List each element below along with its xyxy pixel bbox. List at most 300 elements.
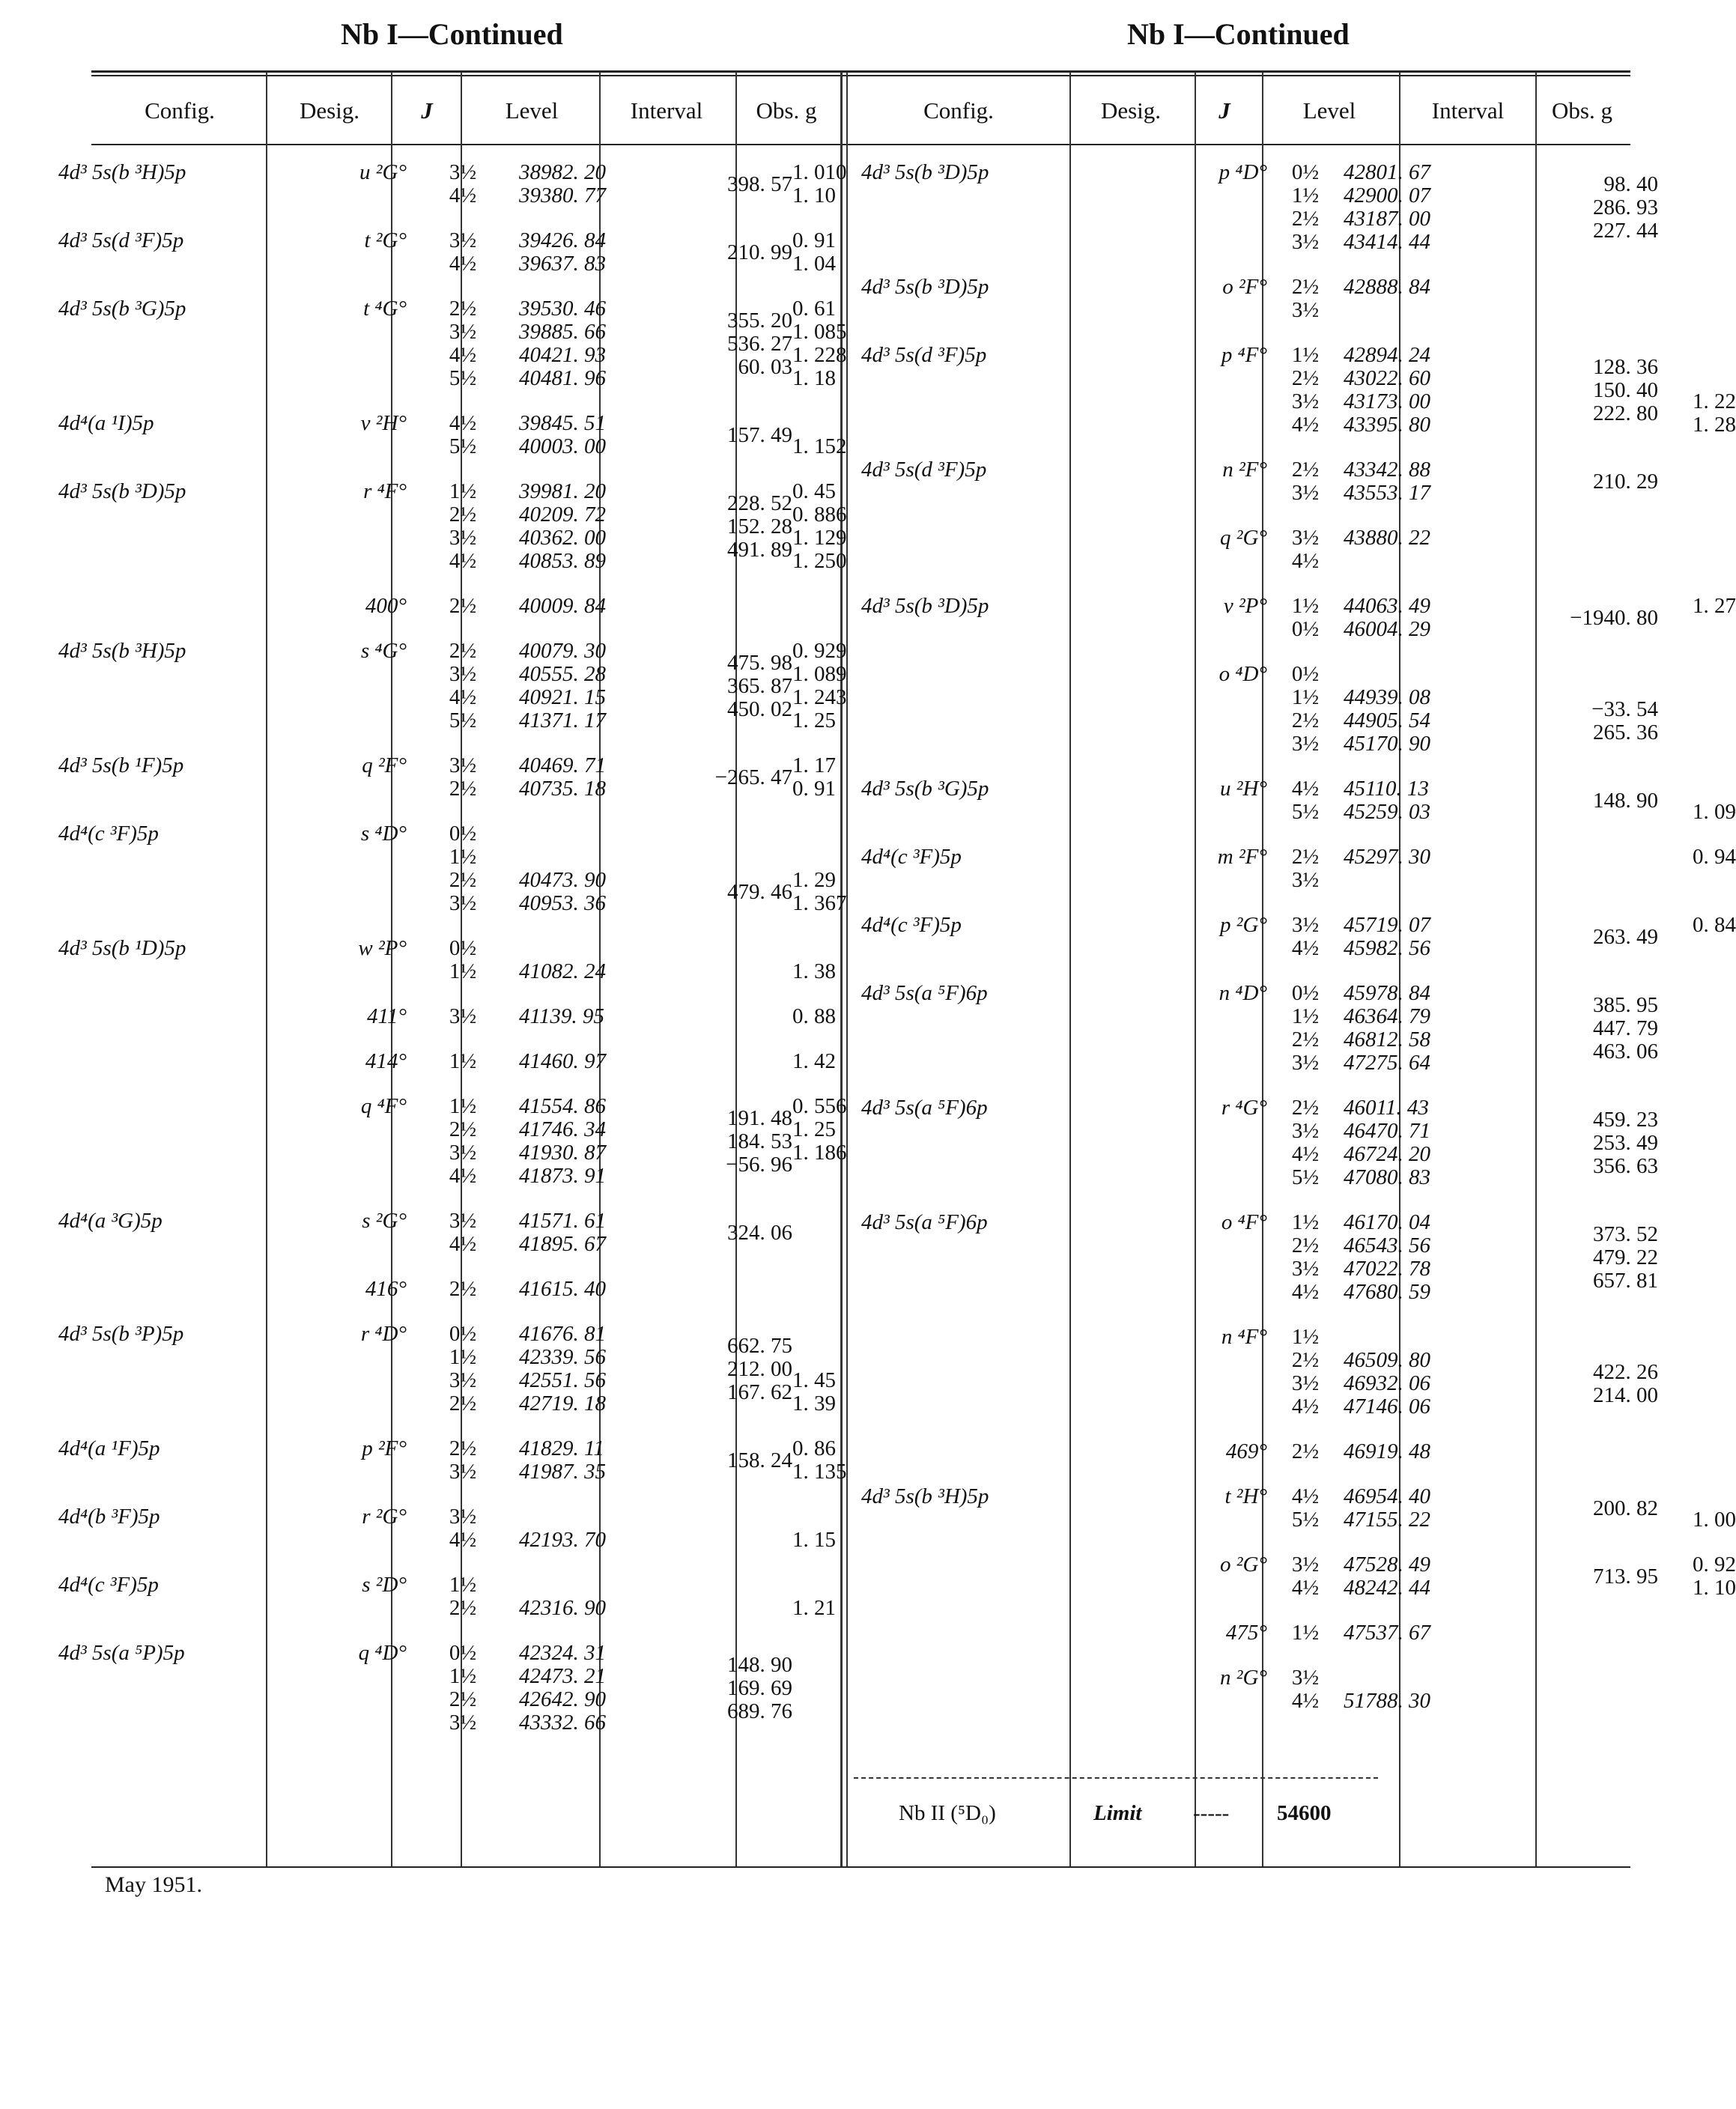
j-values bbox=[407, 937, 519, 983]
j-value-line: 1½ bbox=[1291, 1210, 1320, 1234]
interval-values bbox=[658, 412, 792, 447]
obs-g-value-line: 1. 10 bbox=[1693, 1576, 1736, 1600]
designation-cell-line: q ⁴F° bbox=[360, 1094, 407, 1118]
j-values bbox=[407, 1050, 519, 1073]
j-value-line: 3½ bbox=[449, 1505, 477, 1529]
designation-cell bbox=[276, 1210, 407, 1233]
interval-value-line: 355. 20 bbox=[727, 309, 792, 333]
interval-values bbox=[1482, 846, 1658, 858]
limit-level: 54600 bbox=[1277, 1801, 1332, 1825]
j-value-line: 3½ bbox=[1291, 526, 1320, 550]
level-value-line: 42719. 18 bbox=[519, 1392, 606, 1415]
interval-values bbox=[658, 1642, 792, 1723]
term-group bbox=[861, 663, 1736, 756]
level-values bbox=[519, 1005, 658, 1028]
j-value-line: 2½ bbox=[1291, 708, 1320, 732]
bottom-rule bbox=[91, 1866, 1630, 1868]
level-value-line: 46004. 29 bbox=[1344, 617, 1430, 641]
interval-value-line: −1940. 80 bbox=[1570, 606, 1658, 630]
level-value-line bbox=[1344, 299, 1482, 322]
interval-values bbox=[1482, 161, 1658, 243]
obs-g-values bbox=[1658, 595, 1736, 618]
interval-value-line: 148. 90 bbox=[1593, 789, 1658, 813]
interval-value-line bbox=[1482, 1338, 1658, 1361]
interval-value-line: 713. 95 bbox=[1593, 1565, 1658, 1588]
interval-values bbox=[658, 937, 792, 949]
obs-g-value-line: 1. 27 bbox=[1693, 594, 1736, 618]
interval-values bbox=[658, 1050, 792, 1062]
level-values bbox=[519, 1323, 658, 1415]
limit-config: Nb II (⁵D₀) bbox=[899, 1801, 996, 1825]
designation-cell bbox=[276, 1505, 407, 1529]
level-values bbox=[1344, 1096, 1482, 1189]
j-value-line: 3½ bbox=[1291, 1257, 1320, 1281]
j-value-line: 1½ bbox=[1291, 1004, 1320, 1028]
designation-cell bbox=[1084, 344, 1267, 367]
interval-values bbox=[658, 1323, 792, 1404]
j-values bbox=[1267, 1096, 1344, 1189]
designation-cell bbox=[276, 822, 407, 846]
config-cell bbox=[861, 1440, 1084, 1463]
j-value-line: 3½ bbox=[1291, 1666, 1320, 1690]
j-values bbox=[1267, 458, 1344, 505]
j-value-line: 3½ bbox=[1291, 230, 1320, 254]
page-header-left: Nb I—Continued bbox=[341, 17, 563, 51]
config-cell-line bbox=[861, 1440, 1084, 1463]
designation-cell-line: p ⁴F° bbox=[1221, 343, 1267, 367]
designation-cell-line: t ²H° bbox=[1224, 1484, 1267, 1508]
j-value-line: 1½ bbox=[449, 845, 477, 869]
level-value-line: 46170. 04 bbox=[1344, 1210, 1430, 1234]
config-cell-line: 4d³ 5s(b ³D)5p bbox=[861, 594, 989, 618]
level-values bbox=[1344, 161, 1482, 254]
designation-cell bbox=[1084, 458, 1267, 482]
obs-g-value-line: 1. 42 bbox=[792, 1049, 836, 1073]
level-values bbox=[1344, 1621, 1482, 1645]
term-group bbox=[58, 161, 897, 207]
config-cell bbox=[58, 822, 276, 846]
j-value-line: 1½ bbox=[1291, 1621, 1320, 1645]
designation-cell-line: 414° bbox=[365, 1049, 407, 1073]
level-value-line bbox=[519, 937, 658, 960]
term-group bbox=[58, 1005, 897, 1028]
interval-values bbox=[1482, 1485, 1658, 1520]
config-cell-line: 4d³ 5s(a ⁵F)6p bbox=[861, 1096, 988, 1120]
j-value-line: 3½ bbox=[1291, 1119, 1320, 1143]
obs-g-value-line: 1. 00 bbox=[1693, 1508, 1736, 1532]
interval-values bbox=[1482, 276, 1658, 288]
j-values bbox=[1267, 276, 1344, 322]
designation-cell-line: n ²G° bbox=[1220, 1666, 1267, 1690]
footer-date: May 1951. bbox=[105, 1872, 202, 1897]
designation-cell bbox=[1084, 777, 1267, 801]
j-value-line: 5½ bbox=[449, 708, 477, 732]
level-value-line: 47155. 22 bbox=[1344, 1508, 1430, 1532]
j-value-line: 4½ bbox=[1291, 1689, 1320, 1713]
j-value-line: 3½ bbox=[449, 320, 477, 344]
interval-value-line: 191. 48 bbox=[727, 1106, 792, 1130]
level-value-line: 41139. 95 bbox=[519, 1004, 604, 1028]
interval-value-line: 157. 49 bbox=[727, 423, 792, 447]
term-group bbox=[58, 595, 897, 618]
j-value-line: 4½ bbox=[449, 1232, 477, 1256]
j-value-line: 3½ bbox=[1291, 1371, 1320, 1395]
j-value-line: 5½ bbox=[449, 366, 477, 390]
designation-cell bbox=[276, 1574, 407, 1597]
level-value-line: 45719. 07 bbox=[1344, 913, 1430, 937]
obs-g-value-line bbox=[1658, 367, 1736, 390]
config-cell bbox=[58, 937, 276, 960]
level-value-line: 40469. 71 bbox=[519, 753, 606, 777]
j-value-line: 2½ bbox=[449, 1687, 477, 1711]
j-values bbox=[1267, 1666, 1344, 1713]
interval-value-line: −33. 54 bbox=[1591, 697, 1658, 721]
j-value-line: 2½ bbox=[1291, 366, 1320, 390]
level-value-line: 45297. 30 bbox=[1344, 845, 1430, 869]
config-cell-line: 4d³ 5s(d ³F)5p bbox=[861, 343, 987, 367]
j-value-line: 0½ bbox=[1291, 662, 1320, 686]
designation-cell-line: r ⁴D° bbox=[360, 1322, 407, 1346]
obs-g-values bbox=[1658, 846, 1736, 869]
interval-value-line: −265. 47 bbox=[714, 765, 792, 789]
level-value-line: 44905. 54 bbox=[1344, 708, 1430, 732]
obs-g-value-line: 0. 86 bbox=[792, 1436, 836, 1460]
col-header-desig: Desig. bbox=[299, 97, 360, 124]
designation-cell-line: 416° bbox=[365, 1277, 407, 1301]
interval-value-line: 450. 02 bbox=[727, 697, 792, 721]
config-cell-line: 4d³ 5s(b ³G)5p bbox=[861, 777, 989, 801]
page-header-right: Nb I—Continued bbox=[1127, 17, 1350, 51]
col-header-desig: Desig. bbox=[1100, 97, 1162, 124]
j-value-line: 3½ bbox=[1291, 868, 1320, 892]
j-values bbox=[407, 1278, 519, 1301]
level-values bbox=[519, 229, 658, 276]
level-value-line: 47146. 06 bbox=[1344, 1395, 1430, 1418]
obs-g-value-line: 0. 886 bbox=[792, 503, 847, 527]
config-cell bbox=[58, 1437, 276, 1460]
designation-cell-line: v ²P° bbox=[1223, 594, 1267, 618]
obs-g-value-line bbox=[1658, 344, 1736, 367]
interval-values bbox=[658, 595, 792, 607]
right-table bbox=[861, 161, 1736, 1735]
level-value-line: 39885. 66 bbox=[519, 320, 606, 344]
term-group bbox=[861, 276, 1736, 322]
level-value-line: 47275. 64 bbox=[1344, 1051, 1430, 1075]
j-value-line: 4½ bbox=[449, 685, 477, 709]
designation-cell-line: 469° bbox=[1225, 1439, 1267, 1463]
interval-value-line: 365. 87 bbox=[727, 674, 792, 698]
j-value-line: 3½ bbox=[1291, 913, 1320, 937]
interval-value-line: 214. 00 bbox=[1593, 1383, 1658, 1407]
term-group bbox=[58, 1574, 897, 1620]
config-cell bbox=[861, 1553, 1084, 1577]
level-value-line: 43332. 66 bbox=[519, 1711, 606, 1735]
designation-cell-line: p ²F° bbox=[362, 1436, 407, 1460]
j-values bbox=[407, 161, 519, 207]
config-cell bbox=[58, 1642, 276, 1665]
interval-values bbox=[658, 1095, 792, 1177]
level-value-line: 41676. 81 bbox=[519, 1322, 606, 1346]
designation-cell-line: r ⁴F° bbox=[363, 479, 407, 503]
designation-cell-line: 475° bbox=[1225, 1621, 1267, 1645]
level-value-line: 46011. 43 bbox=[1344, 1096, 1429, 1120]
config-cell-line: 4d³ 5s(a ⁵F)6p bbox=[861, 981, 988, 1005]
designation-cell-line: 400° bbox=[365, 594, 407, 618]
designation-cell bbox=[1084, 914, 1267, 937]
term-group bbox=[861, 1211, 1736, 1304]
interval-values bbox=[658, 1437, 792, 1472]
interval-values bbox=[1482, 1621, 1658, 1633]
j-value-line: 1½ bbox=[1291, 183, 1320, 207]
level-values bbox=[1344, 1326, 1482, 1418]
j-value-line: 0½ bbox=[449, 1322, 477, 1346]
config-cell bbox=[58, 1278, 276, 1301]
j-values bbox=[407, 640, 519, 732]
interval-value-line: 463. 06 bbox=[1593, 1040, 1658, 1063]
level-value-line: 45170. 90 bbox=[1344, 732, 1430, 756]
designation-cell bbox=[276, 754, 407, 777]
level-value-line: 43187. 00 bbox=[1344, 207, 1430, 231]
interval-value-line: 184. 53 bbox=[727, 1129, 792, 1153]
j-value-line: 1½ bbox=[1291, 594, 1320, 618]
level-value-line: 40853. 89 bbox=[519, 549, 606, 573]
j-values bbox=[1267, 1440, 1344, 1463]
obs-g-value-line: 1. 129 bbox=[792, 526, 847, 550]
col-header-j: J bbox=[1218, 97, 1230, 124]
level-value-line bbox=[1344, 869, 1482, 892]
config-cell bbox=[861, 1485, 1084, 1508]
obs-g-values bbox=[1658, 914, 1736, 937]
left-table bbox=[58, 161, 897, 1756]
config-cell-line: 4d³ 5s(a ⁵F)6p bbox=[861, 1210, 988, 1234]
level-value-line: 42473. 21 bbox=[519, 1664, 606, 1688]
obs-g-value-line: 1. 29 bbox=[792, 868, 836, 892]
j-value-line: 3½ bbox=[449, 891, 477, 915]
col-header-interval: Interval bbox=[630, 97, 703, 124]
j-values bbox=[407, 1323, 519, 1415]
interval-value-line: 150. 40 bbox=[1593, 378, 1658, 402]
j-values bbox=[1267, 1326, 1344, 1418]
interval-values bbox=[1482, 595, 1658, 630]
j-values bbox=[1267, 663, 1344, 756]
designation-cell-line: o ²F° bbox=[1222, 275, 1267, 299]
j-values bbox=[1267, 777, 1344, 824]
config-cell-line: 4d⁴(b ³F)5p bbox=[58, 1505, 160, 1529]
interval-value-line: 148. 90 bbox=[727, 1653, 792, 1677]
j-values bbox=[1267, 161, 1344, 254]
config-cell-line: 4d³ 5s(b ³D)5p bbox=[58, 479, 186, 503]
level-value-line: 47528. 49 bbox=[1344, 1553, 1430, 1577]
j-value-line: 2½ bbox=[449, 1277, 477, 1301]
term-group bbox=[861, 846, 1736, 892]
j-value-line: 4½ bbox=[1291, 549, 1320, 573]
config-cell-line bbox=[861, 1621, 1084, 1645]
j-value-line: 0½ bbox=[449, 936, 477, 960]
level-values bbox=[519, 480, 658, 573]
level-values bbox=[519, 1278, 658, 1301]
interval-value-line: 265. 36 bbox=[1593, 720, 1658, 744]
config-cell bbox=[861, 1326, 1084, 1349]
term-group bbox=[58, 229, 897, 276]
term-group bbox=[58, 1437, 897, 1484]
term-group bbox=[861, 1440, 1736, 1463]
j-value-line: 0½ bbox=[1291, 981, 1320, 1005]
config-cell-line: 4d⁴(c ³F)5p bbox=[861, 845, 962, 869]
j-values bbox=[407, 1005, 519, 1028]
obs-g-value-line: 1. 28 bbox=[1693, 413, 1736, 437]
level-value-line: 46509. 80 bbox=[1344, 1348, 1430, 1372]
obs-g-value-line: 0. 929 bbox=[792, 639, 847, 663]
interval-values bbox=[658, 822, 792, 904]
interval-values bbox=[1482, 1326, 1658, 1407]
config-cell-line bbox=[58, 1050, 276, 1073]
designation-cell-line: s ⁴G° bbox=[360, 639, 407, 663]
j-value-line: 4½ bbox=[449, 549, 477, 573]
j-value-line: 3½ bbox=[449, 1141, 477, 1165]
j-value-line: 4½ bbox=[449, 1528, 477, 1552]
level-value-line bbox=[519, 1574, 658, 1597]
obs-g-value-line: 1. 09 bbox=[1693, 800, 1736, 824]
j-values bbox=[1267, 1553, 1344, 1600]
interval-value-line: 158. 24 bbox=[727, 1448, 792, 1472]
j-values bbox=[407, 1642, 519, 1735]
config-cell-line: 4d³ 5s(b ³H)5p bbox=[861, 1484, 989, 1508]
designation-cell bbox=[1084, 1485, 1267, 1508]
config-cell bbox=[58, 595, 276, 618]
j-values bbox=[1267, 1485, 1344, 1532]
config-cell bbox=[58, 1005, 276, 1028]
level-value-line: 39637. 83 bbox=[519, 252, 606, 276]
j-value-line: 3½ bbox=[1291, 481, 1320, 505]
config-cell-line bbox=[861, 1326, 1084, 1349]
level-value-line: 40921. 15 bbox=[519, 685, 606, 709]
level-value-line: 39426. 84 bbox=[519, 228, 606, 252]
level-value-line: 43553. 17 bbox=[1344, 481, 1430, 505]
level-value-line bbox=[1344, 1326, 1482, 1349]
config-cell bbox=[58, 1050, 276, 1073]
obs-g-value-line: 1. 25 bbox=[792, 1117, 836, 1141]
config-cell-line: 4d⁴(c ³F)5p bbox=[58, 822, 159, 846]
interval-value-line: 60. 03 bbox=[738, 355, 792, 379]
level-values bbox=[519, 1642, 658, 1735]
j-value-line: 4½ bbox=[449, 343, 477, 367]
level-values bbox=[1344, 458, 1482, 505]
j-value-line: 4½ bbox=[1291, 413, 1320, 437]
config-cell bbox=[58, 754, 276, 777]
config-cell-line: 4d³ 5s(b ³D)5p bbox=[861, 275, 989, 299]
interval-value-line bbox=[658, 858, 792, 881]
config-cell-line: 4d³ 5s(b ¹D)5p bbox=[58, 936, 186, 960]
j-value-line: 2½ bbox=[449, 777, 477, 801]
level-value-line: 42316. 90 bbox=[519, 1596, 606, 1620]
designation-cell bbox=[1084, 1553, 1267, 1577]
j-value-line: 4½ bbox=[1291, 1142, 1320, 1166]
term-group bbox=[58, 412, 897, 458]
designation-cell bbox=[1084, 1440, 1267, 1463]
designation-cell-line: u ²H° bbox=[1220, 777, 1267, 801]
j-value-line: 5½ bbox=[449, 434, 477, 458]
j-values bbox=[407, 1505, 519, 1552]
level-value-line: 48242. 44 bbox=[1344, 1576, 1430, 1600]
j-value-line: 3½ bbox=[449, 1004, 477, 1028]
config-cell-line: 4d⁴(a ¹I)5p bbox=[58, 411, 154, 435]
designation-cell bbox=[276, 1278, 407, 1301]
limit-j: ----- bbox=[1193, 1801, 1230, 1825]
designation-cell bbox=[1084, 1666, 1267, 1690]
j-value-line: 2½ bbox=[1291, 207, 1320, 231]
config-cell bbox=[861, 777, 1084, 801]
interval-value-line: 222. 80 bbox=[1593, 401, 1658, 425]
obs-g-value-line: 1. 243 bbox=[792, 685, 847, 709]
obs-g-value-line: 1. 25 bbox=[792, 708, 836, 732]
config-cell bbox=[58, 1323, 276, 1346]
level-values bbox=[519, 1574, 658, 1620]
designation-cell bbox=[276, 1095, 407, 1118]
level-value-line: 45982. 56 bbox=[1344, 936, 1430, 960]
term-group bbox=[58, 1278, 897, 1301]
interval-values bbox=[1482, 458, 1658, 494]
obs-g-value-line: 0. 556 bbox=[792, 1094, 847, 1118]
config-cell-line bbox=[861, 663, 1084, 686]
interval-value-line: 212. 00 bbox=[727, 1357, 792, 1381]
level-value-line: 43395. 80 bbox=[1344, 413, 1430, 437]
term-group bbox=[861, 1096, 1736, 1189]
designation-cell-line: q ²G° bbox=[1220, 526, 1267, 550]
designation-cell bbox=[276, 1437, 407, 1460]
j-value-line: 2½ bbox=[1291, 1096, 1320, 1120]
level-value-line: 43880. 22 bbox=[1344, 526, 1430, 550]
j-value-line: 5½ bbox=[1291, 1508, 1320, 1532]
level-value-line: 42339. 56 bbox=[519, 1345, 606, 1369]
level-value-line: 42894. 24 bbox=[1344, 343, 1430, 367]
designation-cell-line: w ²P° bbox=[358, 936, 407, 960]
obs-g-value-line: 1. 04 bbox=[792, 252, 836, 276]
j-value-line: 4½ bbox=[449, 183, 477, 207]
interval-values bbox=[1482, 527, 1658, 538]
level-values bbox=[519, 1437, 658, 1484]
level-values bbox=[1344, 344, 1482, 437]
obs-g-value-line: 1. 085 bbox=[792, 320, 847, 344]
obs-g-value-line: 1. 367 bbox=[792, 891, 847, 915]
interval-value-line: 167. 62 bbox=[727, 1380, 792, 1404]
config-cell bbox=[58, 1210, 276, 1233]
term-group bbox=[861, 777, 1736, 824]
interval-values bbox=[658, 640, 792, 721]
j-value-line: 1½ bbox=[449, 1049, 477, 1073]
j-values bbox=[407, 1437, 519, 1484]
config-cell bbox=[58, 412, 276, 435]
level-values bbox=[519, 595, 658, 618]
j-value-line: 2½ bbox=[449, 639, 477, 663]
level-value-line: 44939. 08 bbox=[1344, 685, 1430, 709]
obs-g-value-line: 0. 94 bbox=[1693, 845, 1736, 869]
j-value-line: 3½ bbox=[1291, 1051, 1320, 1075]
j-value-line: 3½ bbox=[1291, 298, 1320, 322]
interval-value-line: 98. 40 bbox=[1603, 172, 1658, 196]
level-value-line: 47080. 83 bbox=[1344, 1165, 1430, 1189]
level-values bbox=[1344, 595, 1482, 641]
level-value-line: 45978. 84 bbox=[1344, 981, 1430, 1005]
col-header-obs-g: Obs. g bbox=[1552, 97, 1612, 124]
level-value-line bbox=[1344, 1666, 1482, 1690]
interval-values bbox=[1482, 777, 1658, 813]
level-values bbox=[1344, 846, 1482, 892]
limit-desig: Limit bbox=[1093, 1801, 1142, 1825]
level-value-line: 41829. 11 bbox=[519, 1436, 604, 1460]
designation-cell bbox=[276, 480, 407, 503]
level-values bbox=[1344, 982, 1482, 1075]
interval-values bbox=[1482, 1440, 1658, 1452]
